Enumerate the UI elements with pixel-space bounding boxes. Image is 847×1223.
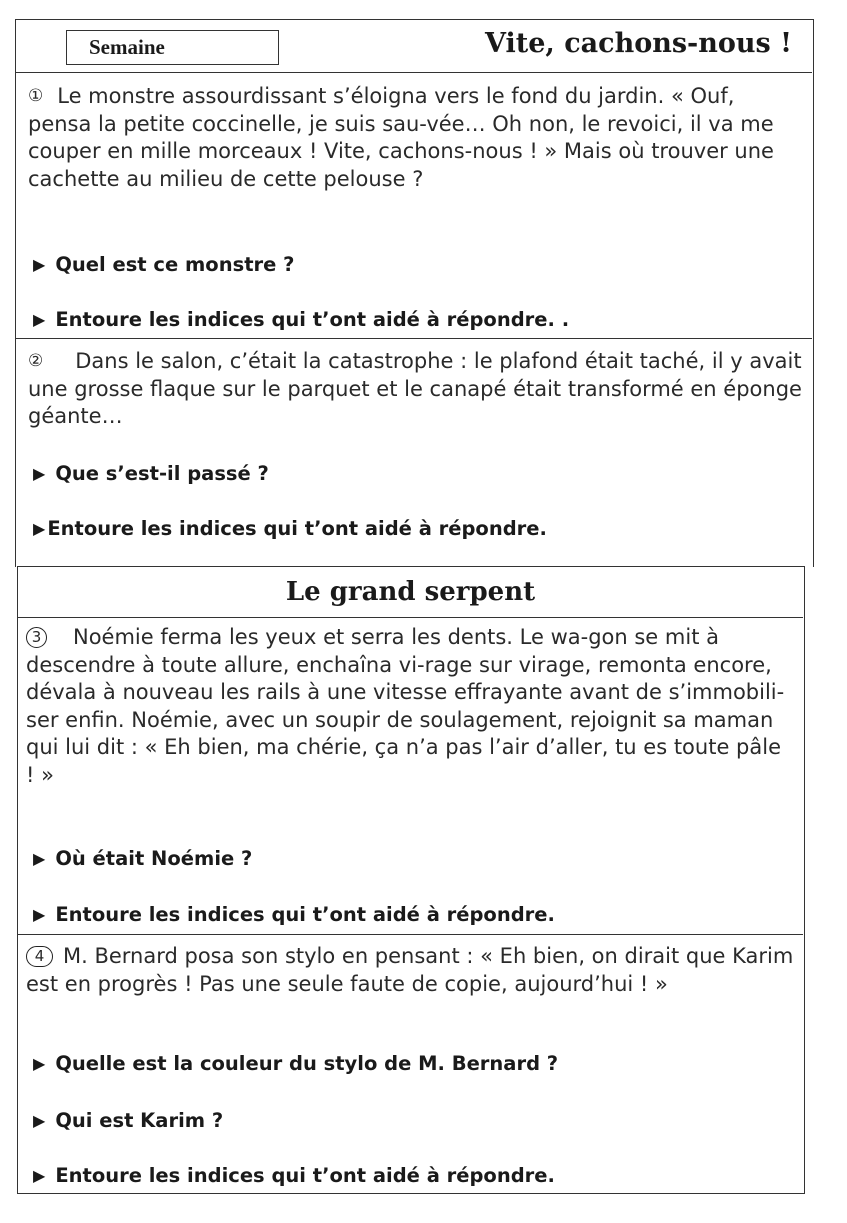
exercise-2-question-2	[33, 517, 547, 540]
triangle-arrow-icon: ▶	[33, 1166, 46, 1185]
exercise-2-question-1	[33, 462, 269, 485]
triangle-arrow-icon: ▶	[33, 849, 46, 868]
section-title: Le grand serpent	[285, 577, 536, 607]
question-text: Entoure les indices qui t’ont aidé à répondre.	[47, 517, 547, 540]
exercise-paragraph: Noémie ferma les yeux et serra les dents. Le wa-gon se mit à descendre à toute allure, enchaîna vi-rage sur virage, remonta encore, dévala à nouveau les rails à une vitesse effrayante avant de s’immobili-ser enfin. Noémie, avec un soupir de soulagement, rejoignit sa maman qui lui dit : « Eh bien, ma chérie, ça n’a pas l’air d’aller, tu es toute pâle ! »	[26, 625, 785, 787]
exercise-1-question-2	[33, 308, 569, 331]
triangle-arrow-icon: ▶	[33, 464, 46, 483]
exercise-4-text	[26, 943, 796, 998]
exercise-4-question-3	[33, 1164, 555, 1187]
exercise-1-question-1	[33, 253, 294, 276]
exercise-number: ②	[28, 351, 44, 371]
exercise-1-text	[28, 83, 803, 193]
section-header	[18, 567, 803, 618]
exercise-paragraph: Le monstre assourdissant s’éloigna vers le fond du jardin. « Ouf, pensa la petite coccinelle, je suis sau-vée… Oh non, le revoici, il va me couper en mille morceaux ! Vite, cachons-nous ! » Mais où trouver une cachette au milieu de cette pelouse ?	[28, 84, 774, 191]
exercise-number: 3	[26, 627, 47, 648]
exercise-paragraph: M. Bernard posa son stylo en pensant : « Eh bien, on dirait que Karim est en progrès ! Pas une seule faute de copie, aujourd’hui ! »	[26, 944, 794, 996]
exercise-4-question-2	[33, 1109, 223, 1132]
exercise-paragraph: Dans le salon, c’était la catastrophe : le plafond était taché, il y avait une grosse flaque sur le parquet et le canapé était transformé en éponge géante…	[28, 349, 802, 428]
question-text: Que s’est-il passé ?	[55, 462, 269, 485]
triangle-arrow-icon: ▶	[33, 310, 46, 329]
exercise-number: ①	[28, 86, 44, 106]
triangle-arrow-icon: ▶	[33, 1054, 46, 1073]
exercise-4-question-1	[33, 1052, 558, 1075]
divider	[16, 338, 812, 339]
page-title: Vite, cachons-nous !	[485, 28, 792, 59]
exercise-2-text	[28, 348, 808, 431]
header-row	[16, 20, 812, 73]
question-text: Entoure les indices qui t’ont aidé à répondre.	[55, 1164, 555, 1187]
divider	[18, 934, 803, 935]
question-text: Quelle est la couleur du stylo de M. Bernard ?	[55, 1052, 559, 1075]
triangle-arrow-icon: ▶	[33, 519, 46, 538]
question-text: Quel est ce monstre ?	[55, 253, 295, 276]
question-text: Où était Noémie ?	[55, 847, 253, 870]
triangle-arrow-icon: ▶	[33, 905, 46, 924]
worksheet-top	[15, 19, 814, 567]
triangle-arrow-icon: ▶	[33, 255, 46, 274]
triangle-arrow-icon: ▶	[33, 1111, 46, 1130]
exercise-number: 4	[26, 946, 53, 967]
question-text: Entoure les indices qui t’ont aidé à répondre.	[55, 903, 555, 926]
week-label: Semaine	[66, 30, 279, 65]
exercise-3-text	[26, 624, 796, 789]
exercise-3-question-1	[33, 847, 252, 870]
exercise-3-question-2	[33, 903, 555, 926]
question-text: Qui est Karim ?	[55, 1109, 224, 1132]
question-text: Entoure les indices qui t’ont aidé à répondre. .	[55, 308, 570, 331]
worksheet-bottom	[17, 566, 805, 1194]
